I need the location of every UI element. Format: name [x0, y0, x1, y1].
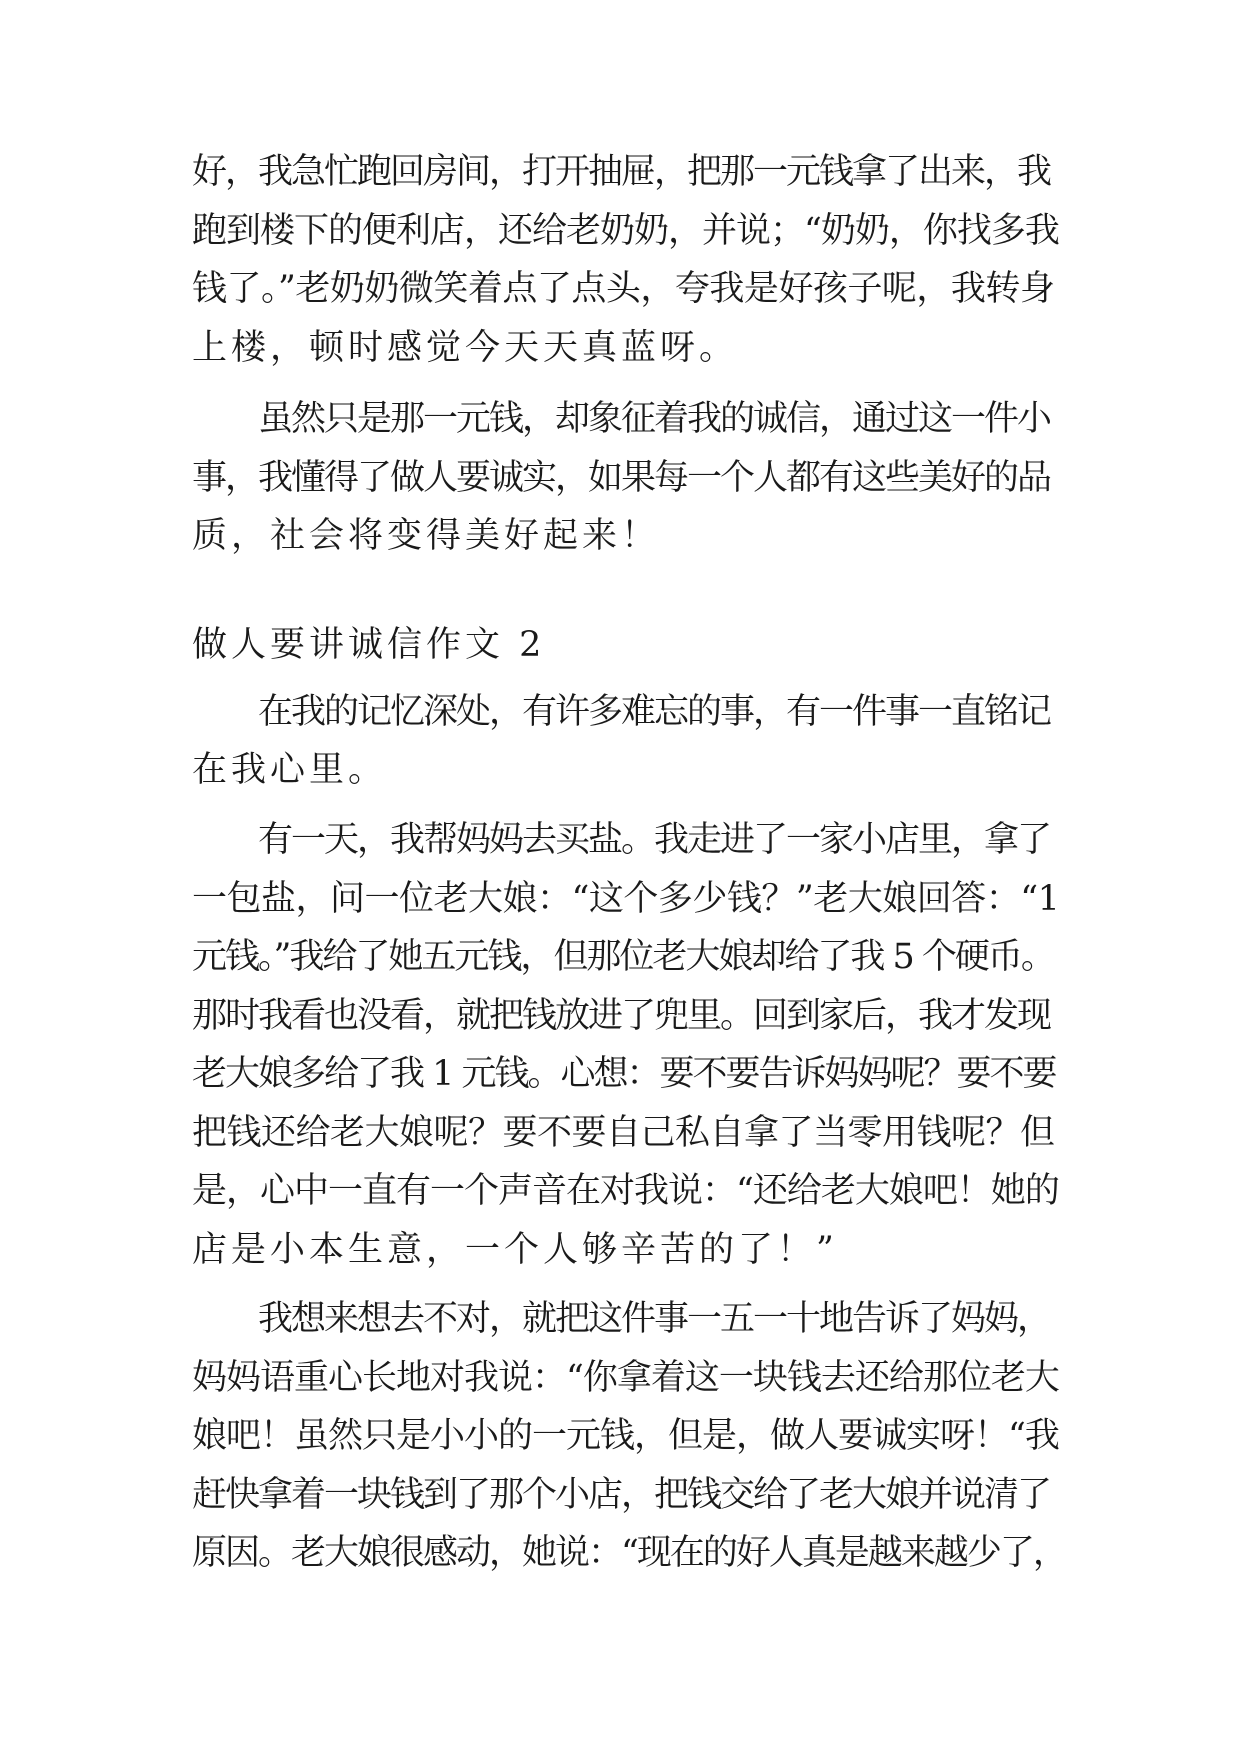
text-line: 原因。老大娘很感动，她说：“现在的好人真是越来越少了，	[192, 1533, 1066, 1573]
text-line: 老大娘多给了我 1 元钱。心想：要不要告诉妈妈呢？要不要	[192, 1054, 1056, 1094]
text-line: 店是小本生意，一个人够辛苦的了！”	[192, 1230, 838, 1270]
text-line: 事，我懂得了做人要诚实，如果每一个人都有这些美好的品	[192, 458, 1051, 498]
section-heading: 做人要讲诚信作文 2	[192, 625, 546, 665]
text-line: 妈妈语重心长地对我说：“你拿着这一块钱去还给那位老大	[192, 1358, 1059, 1398]
text-line: 那时我看也没看，就把钱放进了兜里。回到家后，我才发现	[192, 996, 1051, 1036]
text-line: 一包盐，问一位老大娘：“这个多少钱？”老大娘回答：“1	[192, 879, 1060, 919]
text-line: 娘吧！虽然只是小小的一元钱，但是，做人要诚实呀！“我	[192, 1416, 1059, 1456]
text-line: 把钱还给老大娘呢？要不要自己私自拿了当零用钱呢？但	[192, 1113, 1055, 1153]
text-line: 虽然只是那一元钱，却象征着我的诚信，通过这一件小	[258, 399, 1051, 439]
text-line: 有一天，我帮妈妈去买盐。我走进了一家小店里，拿了	[258, 820, 1051, 860]
text-line: 我想来想去不对，就把这件事一五一十地告诉了妈妈，	[258, 1299, 1051, 1339]
text-line: 赶快拿着一块钱到了那个小店，把钱交给了老大娘并说清了	[192, 1475, 1051, 1515]
text-line: 是，心中一直有一个声音在对我说：“还给老大娘吧！她的	[192, 1171, 1059, 1211]
text-line: 质，社会将变得美好起来！	[192, 516, 661, 556]
text-line: 好，我急忙跑回房间，打开抽屉，把那一元钱拿了出来，我	[192, 152, 1051, 192]
text-line: 元钱。”我给了她五元钱，但那位老大娘却给了我 5 个硬币。	[192, 937, 1054, 977]
text-line: 跑到楼下的便利店，还给老奶奶，并说；“奶奶，你找多我	[192, 211, 1059, 251]
text-line: 上楼，顿时感觉今天天真蓝呀。	[192, 328, 739, 368]
text-line: 在我的记忆深处，有许多难忘的事，有一件事一直铭记	[258, 692, 1051, 732]
text-line: 钱了。”老奶奶微笑着点了点头，夸我是好孩子呢，我转身	[192, 269, 1055, 309]
text-line: 在我心里。	[192, 750, 388, 790]
